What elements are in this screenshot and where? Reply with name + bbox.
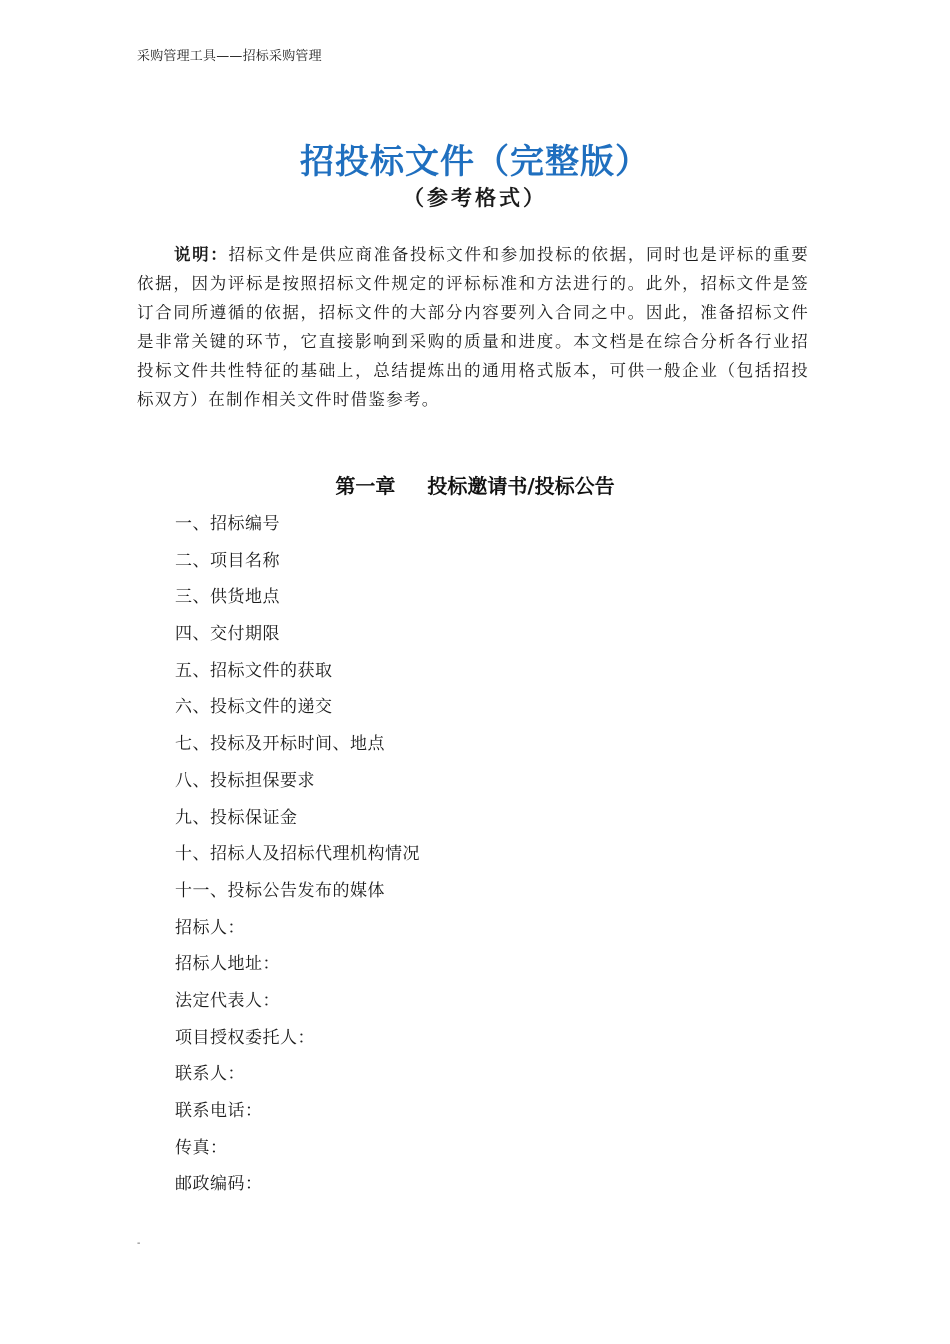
list-item: 四、交付期限 <box>175 624 280 645</box>
field-label: 法定代表人： <box>175 990 280 1011</box>
page-header: 采购管理工具——招标采购管理 <box>137 49 322 64</box>
document-subtitle: （参考格式） <box>403 185 547 210</box>
intro-body: 招标文件是供应商准备投标文件和参加投标的依据，同时也是评标的重要依据，因为评标是按照招标文件规定的评标标准和方法进行的。此外，招标文件是签订合同所遵循的依据，招标文件的大部分内容要列入合同之中。因此，准备招标文件是非常关键的环节，它直接影响到采购的质量和进度。本文档是在综合分析各行业招投标文件共性特征的基础上，总结提炼出的通用格式版本，可供一般企业（包括招投标双方）在制作相关文件时借鉴参考。 <box>137 245 809 409</box>
list-item: 九、投标保证金 <box>175 807 298 828</box>
field-label: 联系电话： <box>175 1101 263 1121</box>
field-label: 联系人： <box>175 1064 245 1085</box>
list-item: 八、投标担保要求 <box>175 770 315 791</box>
field-label: 邮政编码： <box>175 1174 263 1195</box>
list-item: 三、供货地点 <box>175 587 280 608</box>
footer-mark: - <box>137 1238 141 1249</box>
field-label: 项目授权委托人： <box>175 1027 315 1048</box>
list-item: 五、招标文件的获取 <box>175 660 333 681</box>
field-label: 招标人： <box>175 917 245 938</box>
list-item: 七、投标及开标时间、地点 <box>175 734 385 755</box>
chapter-item-list <box>175 508 420 1205</box>
intro-paragraph <box>137 240 809 414</box>
list-item: 一、招标编号 <box>175 514 280 534</box>
chapter-number: 第一章 <box>335 474 396 498</box>
chapter-heading <box>0 470 950 499</box>
list-item: 二、项目名称 <box>175 550 280 571</box>
intro-lead: 说明： <box>174 245 229 264</box>
list-item: 六、投标文件的递交 <box>175 697 333 718</box>
field-label: 招标人地址： <box>175 954 280 975</box>
chapter-title: 投标邀请书/投标公告 <box>427 474 615 498</box>
field-label: 传真： <box>175 1137 228 1158</box>
document-title: 招投标文件（完整版） <box>300 142 650 182</box>
list-item: 十、招标人及招标代理机构情况 <box>175 844 420 865</box>
list-item: 十一、投标公告发布的媒体 <box>175 880 385 901</box>
